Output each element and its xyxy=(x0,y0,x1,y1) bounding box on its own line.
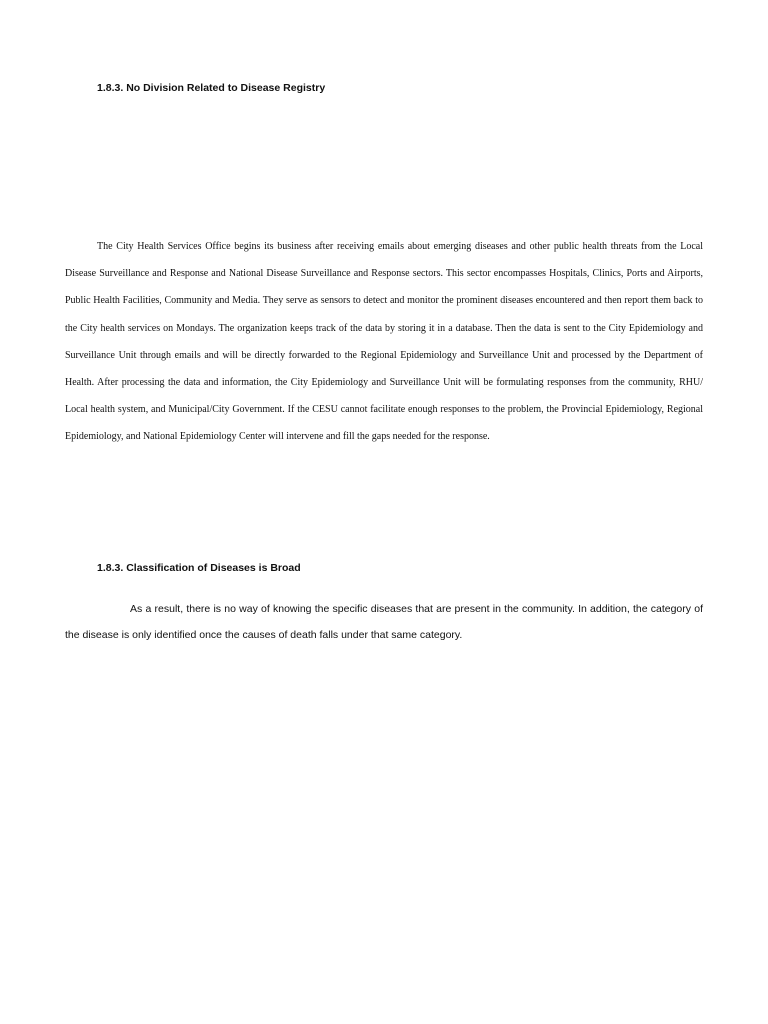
section-heading-disease-classification: 1.8.3. Classification of Diseases is Broad xyxy=(97,562,301,574)
body-paragraph-cesu-process: The City Health Services Office begins its business after receiving emails about emerging diseases and other public health threats from the Local Disease Surveillance and Response and National Disease Surveillance and Response sectors. This sector encompasses Hospitals, Clinics, Ports and Airports, Public Health Facilities, Community and Media. They serve as sensors to detect and monitor the prominent diseases encountered and then report them back to the City health services on Mondays. The organization keeps track of the data by storing it in a database. Then the data is sent to the City Epidemiology and Surveillance Unit through emails and will be directly forwarded to the Regional Epidemiology and Surveillance Unit and processed by the Department of Health. After processing the data and information, the City Epidemiology and Surveillance Unit will be formulating responses from the community, RHU/ Local health system, and Municipal/City Government. If the CESU cannot facilitate enough responses to the problem, the Provincial Epidemiology, Regional Epidemiology, and National Epidemiology Center will intervene and fill the gaps needed for the response. xyxy=(65,241,703,443)
section-heading-disease-registry: 1.8.3. No Division Related to Disease Registry xyxy=(97,82,326,94)
body-paragraph-classification: As a result, there is no way of knowing the specific diseases that are present in the community. In addition, the category of the disease is only identified once the causes of death falls under that same category. xyxy=(65,603,703,641)
